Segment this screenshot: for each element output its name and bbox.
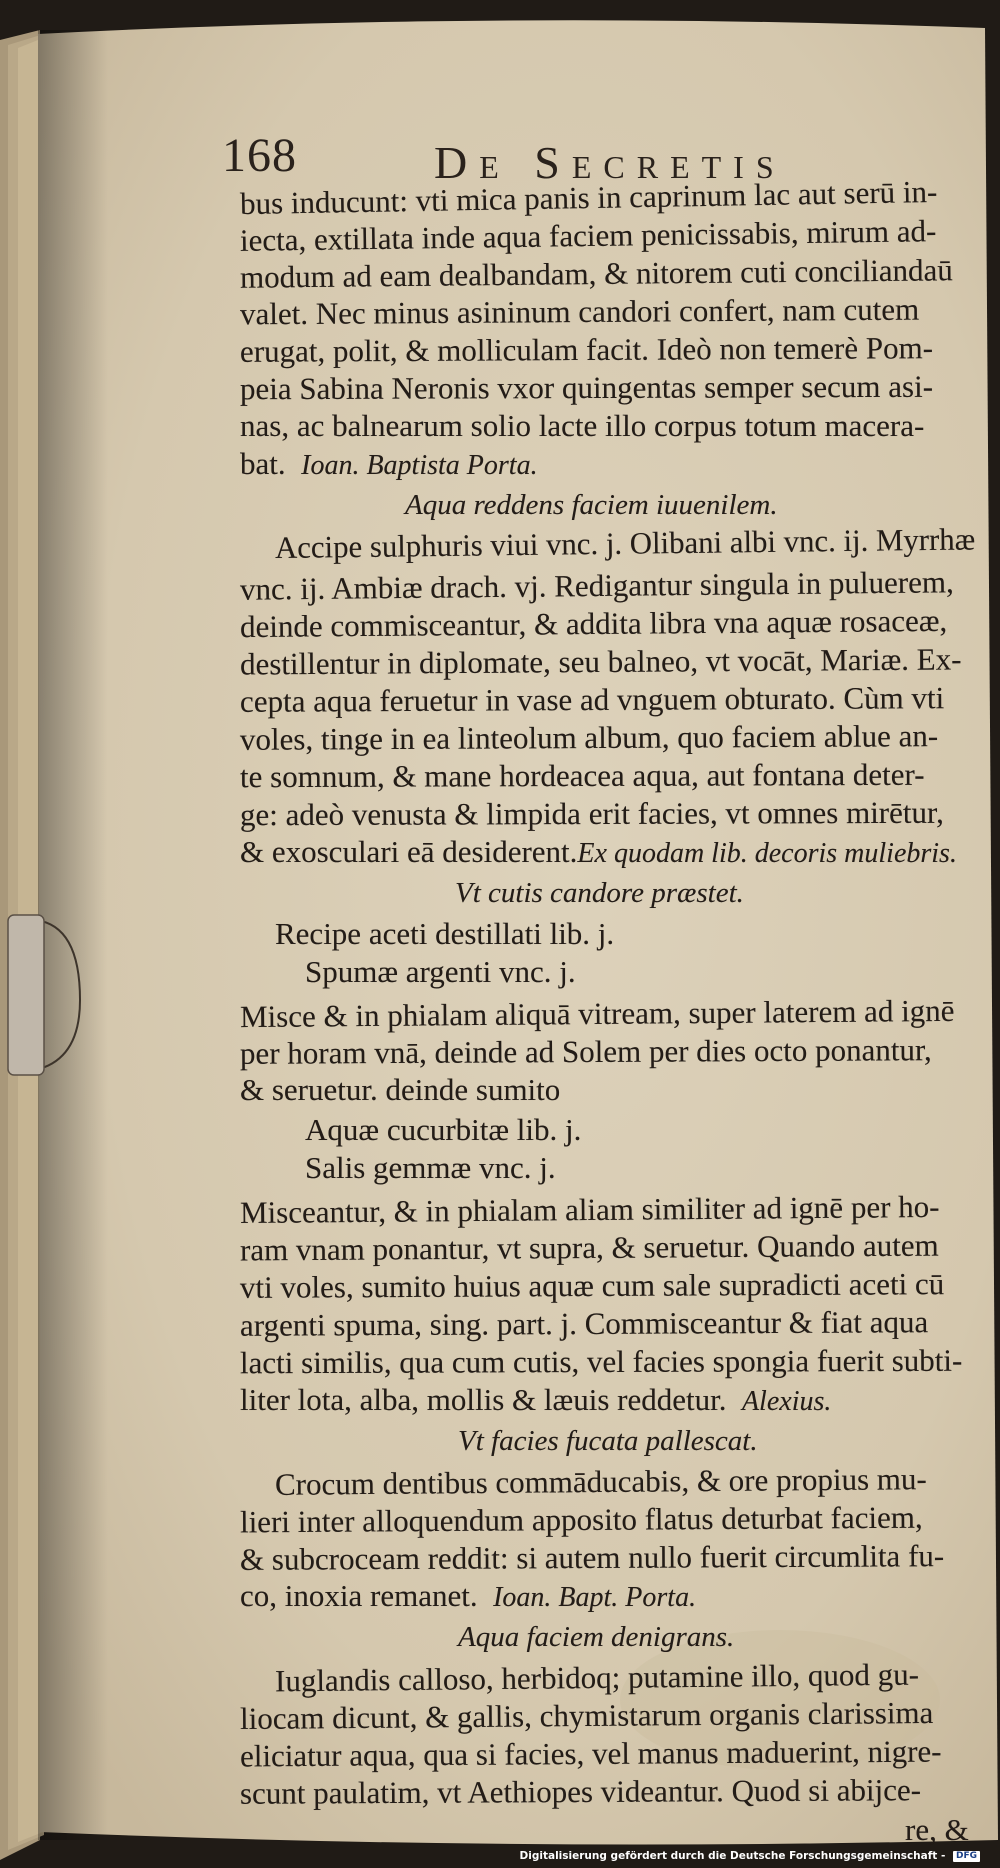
text-line: Misceantur, & in phialam aliam similiter ad ignē per ho-	[239, 1188, 940, 1231]
text-line: & exosculari eā desiderent.Ex quodam lib. decoris muliebris.	[240, 834, 957, 869]
text-line: te somnum, & mane hordeacea aqua, aut fontana deter-	[239, 756, 925, 795]
section-heading: Aqua reddens faciem iuuenilem.	[405, 489, 778, 521]
text-line: vti voles, sumito huius aquæ cum sale supradicti aceti cū	[239, 1266, 945, 1305]
page-number: 168	[222, 129, 297, 182]
text-line: erugat, polit, & molliculam facit. Ideò non temerè Pom-	[239, 330, 934, 369]
text-line: scunt paulatim, vt Aethiopes videantur. Quod si abijce-	[239, 1772, 922, 1811]
text-line: liter lota, alba, mollis & læuis reddetur. Alexius.	[240, 1382, 832, 1417]
catchword: re, &	[905, 1812, 969, 1847]
text-line: Iuglandis calloso, herbidoq; putamine illo, quod gu-	[274, 1656, 920, 1699]
text-line: iecta, extillata inde aqua faciem penicissabis, mirum ad-	[239, 213, 937, 258]
text-line: bus inducunt: vti mica panis in caprinum lac aut serū in-	[239, 173, 938, 222]
running-title: De Secretis	[434, 137, 786, 188]
digitization-footer	[520, 1849, 980, 1863]
recipe-line: Spumæ argenti vnc. j.	[305, 954, 576, 989]
text-line: ram vnam ponantur, vt supra, & seruetur. Quando autem	[239, 1227, 939, 1268]
section-heading: Vt cutis candore præstet.	[455, 877, 744, 909]
recipe-line: Salis gemmæ vnc. j.	[305, 1150, 556, 1185]
text-line: lacti similis, qua cum cutis, vel facies spongia fuerit subti-	[239, 1342, 963, 1381]
text-line: vnc. ij. Ambiæ drach. vj. Redigantur singula in puluerem,	[239, 564, 954, 607]
text-line: destillentur in diplomate, seu balneo, vt vocāt, Mariæ. Ex-	[239, 641, 962, 682]
source-reference: Alexius.	[741, 1386, 832, 1417]
footer-text: Digitalisierung gefördert durch die Deutsche Forschungsgemeinschaft -	[519, 1850, 946, 1862]
text-line: & seruetur. deinde sumito	[240, 1072, 561, 1107]
text-line: & subcroceam reddit: si autem nullo fuerit circumlita fu-	[239, 1538, 945, 1577]
text-line: ge: adeò venusta & limpida erit facies, vt omnes mirētur,	[239, 794, 944, 833]
text-line: Misce & in phialam aliquā vitream, super laterem ad ignē	[239, 992, 955, 1035]
text-line: deinde commisceantur, & addita libra vna aquæ rosaceæ,	[239, 602, 948, 645]
text-line: eliciatur aqua, qua si facies, vel manus maduerint, nigre-	[239, 1733, 942, 1774]
recipe-line: Aquæ cucurbitæ lib. j.	[305, 1112, 582, 1147]
text-line: Crocum dentibus commāducabis, & ore propius mu-	[274, 1461, 927, 1502]
source-reference: Ioan. Bapt. Porta.	[493, 1582, 697, 1613]
source-reference: Ioan. Baptista Porta.	[301, 450, 538, 481]
section-heading: Vt facies fucata pallescat.	[458, 1425, 758, 1457]
text-line: bat. Ioan. Baptista Porta.	[240, 446, 538, 481]
text-line: modum ad eam dealbandam, & nitorem cuti conciliandaū	[239, 252, 953, 295]
text-line: nas, ac balnearum solio lacte illo corpus totum macera-	[240, 408, 925, 443]
section-heading: Aqua faciem denigrans.	[458, 1621, 735, 1653]
recipe-line: Recipe aceti destillati lib. j.	[275, 916, 615, 951]
text-line: Accipe sulphuris viui vnc. j. Olibani albi vnc. ij. Myrrhæ	[274, 521, 976, 565]
text-line: lieri inter alloquendum apposito flatus deturbat faciem,	[239, 1499, 923, 1540]
text-line: argenti spuma, sing. part. j. Commisceantur & fiat aqua	[239, 1304, 929, 1343]
text-line: per horam vnā, deinde ad Solem per dies octo ponantur,	[239, 1032, 932, 1071]
dfg-logo: DFG	[953, 1851, 980, 1862]
text-line: peia Sabina Neronis vxor quingentas semper secum asi-	[239, 368, 934, 407]
text-line: voles, tinge in ea linteolum album, quo faciem ablue an-	[239, 718, 939, 757]
text-line: co, inoxia remanet. Ioan. Bapt. Porta.	[240, 1578, 697, 1613]
text-line: cepta aqua feruetur in vase ad vnguem obturato. Cùm vti	[239, 680, 945, 719]
page-header	[222, 128, 786, 188]
source-reference: Ex quodam lib. decoris muliebris.	[577, 838, 957, 869]
text-line: liocam dicunt, & gallis, chymistarum organis clarissima	[239, 1694, 934, 1737]
text-line: valet. Nec minus asininum candori confert, nam cutem	[239, 291, 920, 332]
